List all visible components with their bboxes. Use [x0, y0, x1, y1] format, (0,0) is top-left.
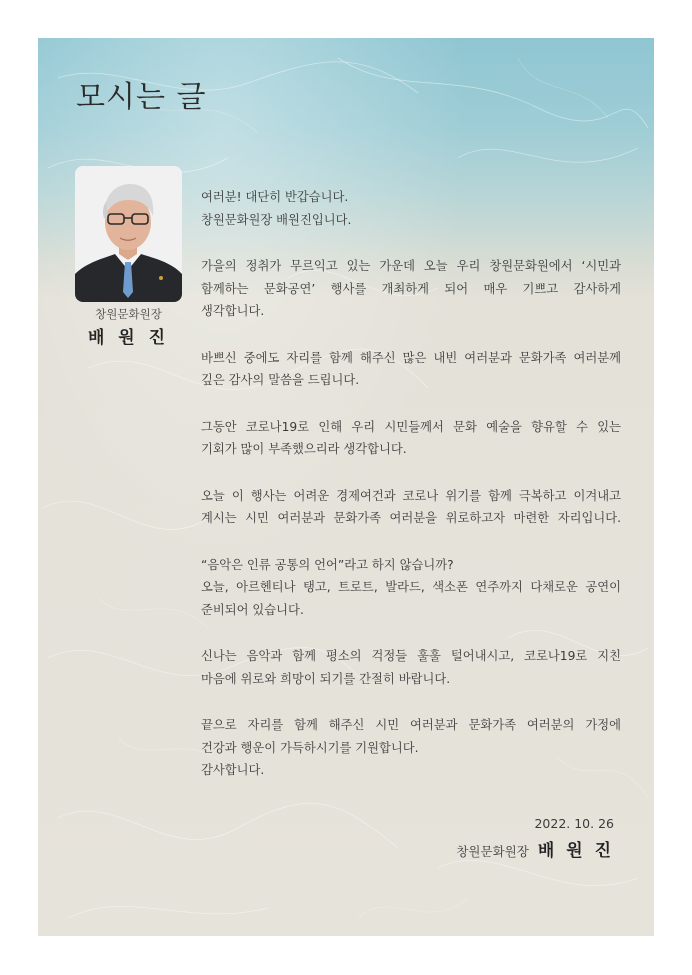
text-line: 신나는 음악과 함께 평소의 걱정들 훌훌 털어내시고, 코로나19로 지친	[201, 649, 621, 663]
portrait-photo	[75, 166, 182, 302]
profile-role: 창원문화원장	[95, 307, 162, 321]
text-line: 오늘, 아르헨티나 탱고, 트로트, 발라드, 색소폰 연주까지 다채로운 공연이	[201, 580, 621, 594]
text-line: 생각합니다.	[201, 304, 265, 318]
paragraph	[201, 255, 621, 323]
signature	[456, 836, 614, 861]
paragraph	[201, 554, 621, 622]
paragraph	[201, 416, 621, 461]
text-line: 바쁘신 중에도 자리를 함께 해주신 많은 내빈 여러분과 문화가족 여러분께	[201, 350, 621, 365]
invitation-page	[38, 38, 654, 936]
text-line: 가을의 정취가 무르익고 있는 가운데 오늘 우리 창원문화원에서 ‘시민과	[201, 259, 621, 273]
text-line: “음악은 인류 공통의 언어”라고 하지 않습니까?	[201, 557, 454, 572]
text-line: 건강과 행운이 가득하시기를 기원합니다.	[201, 740, 419, 755]
text-line: 깊은 감사의 말씀을 드립니다.	[201, 373, 360, 387]
text-line: 기회가 많이 부족했으리라 생각합니다.	[201, 442, 407, 456]
text-line: 마음에 위로와 희망이 되기를 간절히 바랍니다.	[201, 671, 451, 686]
text-line: 오늘 이 행사는 어려운 경제여건과 코로나 위기를 함께 극복하고 이겨내고	[201, 488, 621, 503]
letter-date: 2022. 10. 26	[534, 816, 614, 831]
photo-caption	[75, 306, 182, 348]
text-line: 준비되어 있습니다.	[201, 602, 304, 617]
text-line: 감사합니다.	[201, 763, 265, 777]
paragraph	[201, 714, 621, 782]
text-line: 계시는 시민 여러분과 문화가족 여러분을 위로하고자 마련한 자리입니다.	[201, 511, 621, 525]
signature-name: 배 원 진	[537, 841, 614, 861]
text-line: 창원문화원장 배원진입니다.	[201, 212, 352, 227]
paragraph	[201, 645, 621, 690]
text-line: 끝으로 자리를 함께 해주신 시민 여러분과 문화가족 여러분의 가정에	[201, 718, 621, 732]
paragraph	[201, 485, 621, 530]
text-line: 여러분! 대단히 반갑습니다.	[201, 190, 349, 204]
page-title: 모시는 글	[76, 80, 207, 115]
paragraph	[201, 186, 621, 231]
signature-role: 창원문화원장	[456, 844, 529, 859]
paragraph	[201, 347, 621, 392]
profile-name: 배 원 진	[87, 328, 170, 348]
letter-body	[201, 186, 621, 806]
text-line: 함께하는 문화공연’ 행사를 개최하게 되어 매우 기쁘고 감사하게	[201, 281, 621, 296]
text-line: 그동안 코로나19로 인해 우리 시민들께서 문화 예술을 향유할 수 있는	[201, 419, 621, 434]
